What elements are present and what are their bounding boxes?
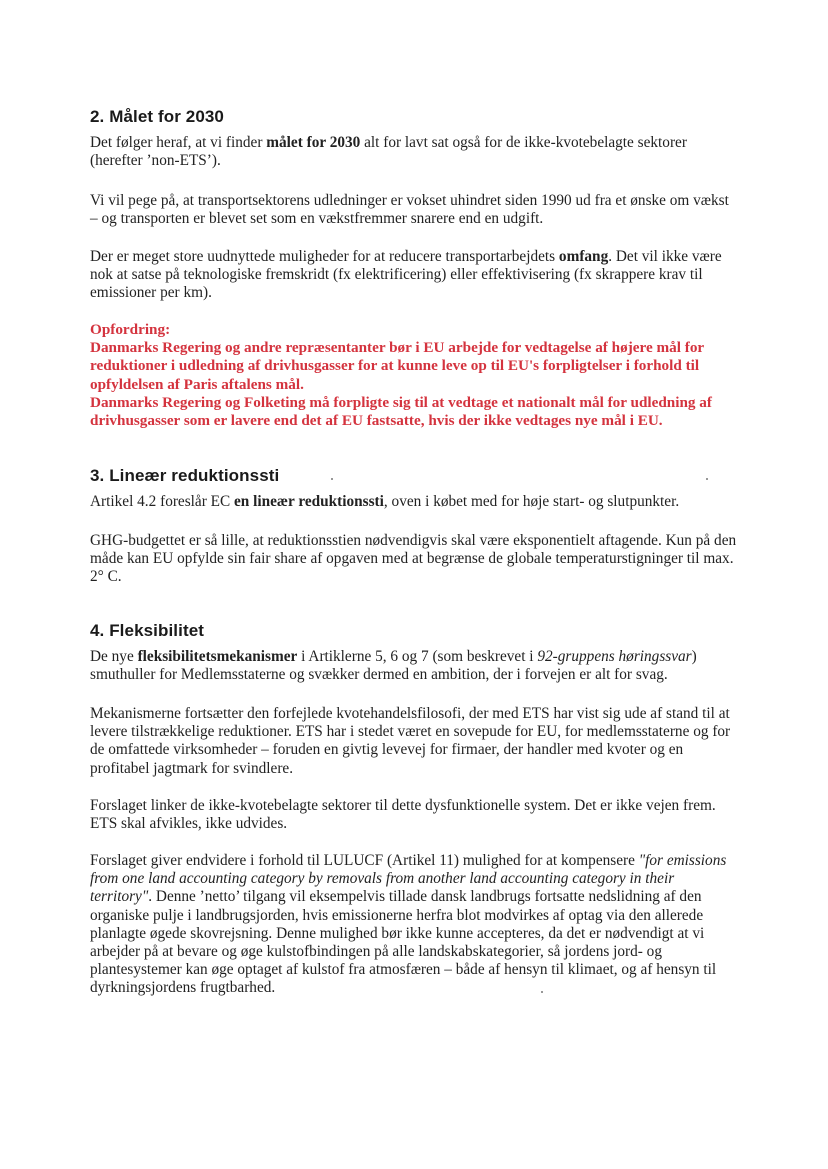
callout-paragraph-1: Danmarks Regering og andre repræsentanter bør i EU arbejde for vedtagelse af højere mål for reduktioner i udledning af drivhusgasser for at kunne leve op til EU's forpligtelser i forhold til opfyldelsen af Paris aftalens mål. [90, 339, 704, 393]
callout-paragraph-2: Danmarks Regering og Folketing må forpligte sig til at vedtage et nationalt mål for udledning af drivhusgasser som er lavere end det af EU fastsatte, hvis der ikke vedtages nye mål i EU. [90, 393, 712, 430]
paragraph-transport-volume: Der er meget store uudnyttede muligheder for at reducere transportarbejdets omfang. Det vil ikke være nok at satse på teknologiske fremskridt (fx elektrificering) eller effektivisering (fx skrappere krav til emissioner per km). [90, 248, 722, 302]
callout-opfordring [90, 321, 750, 430]
scan-speck [706, 478, 708, 480]
section-heading-2030: 2. Målet for 2030 [90, 107, 224, 126]
section-heading-flexibility: 4. Fleksibilitet [90, 621, 205, 640]
paragraph-ghg-budget: GHG-budgettet er så lille, at reduktionsstien nødvendigvis skal være eksponentielt aftagende. Kun på den måde kan EU opfylde sin fair share af opgaven med at begrænse de globale temperaturstigninger til max. 2° C. [90, 532, 737, 586]
callout-title: Opfordring: [90, 321, 171, 338]
paragraph-flex-mechanisms: De nye fleksibilitetsmekanismer i Artiklerne 5, 6 og 7 (som beskrevet i 92-gruppens høringssvar) smuthuller for Medlemsstaterne og svækker dermed en ambition, der i forvejen er alt for svag. [90, 648, 697, 684]
paragraph-ets-link: Forslaget linker de ikke-kvotebelagte sektorer til dette dysfunktionelle system. Det er ikke vejen frem. ETS skal afvikles, ikke udvides. [90, 797, 716, 833]
paragraph-transport-growth: Vi vil pege på, at transportsektorens udledninger er vokset uhindret siden 1990 ud fra et ønske om vækst – og transporten er blevet set som en vækstfremmer snarere end en udgift. [90, 192, 729, 228]
paragraph-2030-intro: Det følger heraf, at vi finder målet for 2030 alt for lavt sat også for de ikke-kvotebelagte sektorer (herefter ’non-ETS’). [90, 134, 687, 170]
paragraph-article-4-2: Artikel 4.2 foreslår EC en lineær reduktionssti, oven i købet med for høje start- og slutpunkter. [90, 493, 680, 510]
paragraph-ets-failure: Mekanismerne fortsætter den forfejlede kvotehandelsfilosofi, der med ETS har vist sig ude af stand til at levere tilstrækkelige reduktioner. ETS har i stedet været en sovepude for EU, for medlemsstaterne og for de omfattede virksomheder – foruden en givtig levevej for firmaer, der handler med kvoter og en profitabel jagtmark for svindlere. [90, 705, 731, 777]
scan-speck [331, 478, 333, 480]
scan-speck [541, 991, 543, 993]
section-heading-linear-path: 3. Lineær reduktionssti [90, 466, 280, 485]
paragraph-lulucf: Forslaget giver endvidere i forhold til LULUCF (Artikel 11) mulighed for at kompensere "for emissions from one land accounting category by removals from another land accounting category in their territory". Denne ’netto’ tilgang vil eksempelvis tillade dansk landbrugs fortsatte nedslidning af den organiske pulje i landbrugsjorden, hvis emissionerne herfra blot modvirkes af optag via den allerede planlagte øgede skovrejsning. Denne mulighed bør ikke kunne accepteres, da det er nødvendigt at vi arbejder på at bevare og øge kulstofbindingen på alle landskabskategorier, så jordens jord- og plantesystemer kan øge optaget af kulstof fra atmosfæren – både af hensyn til klimaet, og af hensyn til dyrkningsjordens frugtbarhed. [90, 852, 727, 997]
